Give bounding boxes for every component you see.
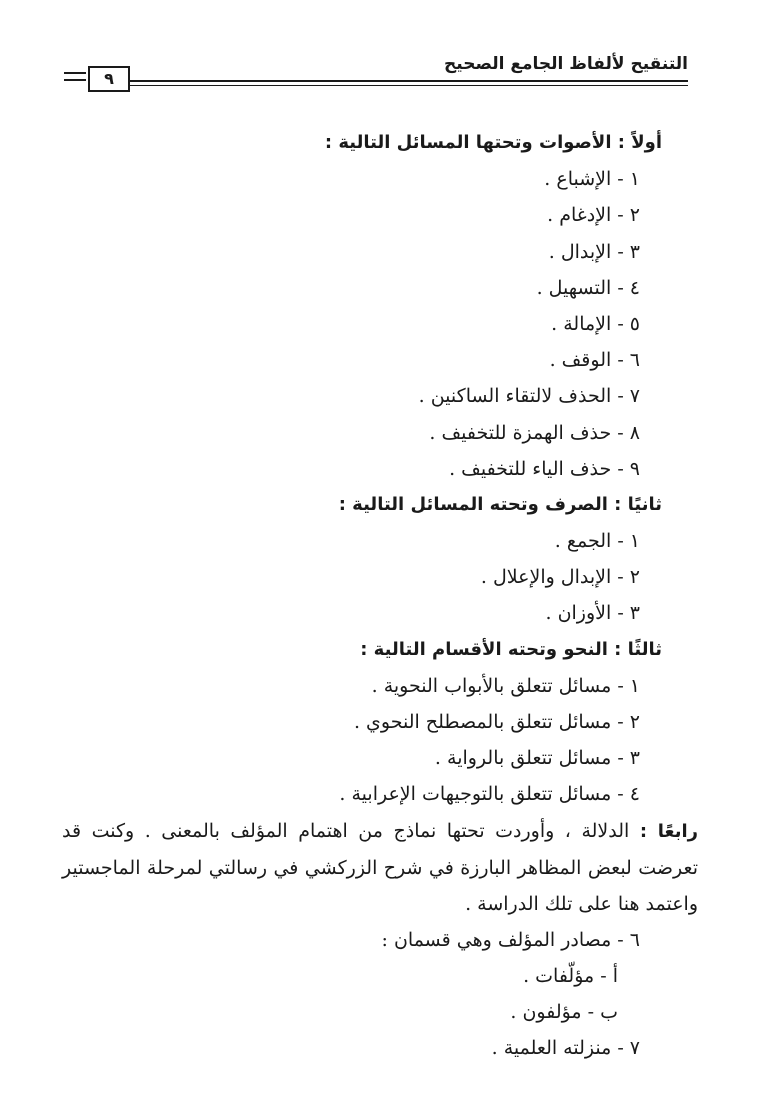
list-item: ٢ - مسائل تتعلق بالمصطلح النحوي . bbox=[353, 711, 640, 733]
section-heading-syntax: ثالثًا : النحو وتحته الأقسام التالية : bbox=[360, 638, 662, 660]
section-semantics-paragraph bbox=[62, 813, 698, 922]
running-header-title: التنقيح لألفاظ الجامع الصحيح bbox=[444, 54, 688, 74]
list-item: ٣ - الإبدال . bbox=[548, 240, 640, 263]
header-rule-thin bbox=[130, 85, 688, 86]
list-item: ٣ - مسائل تتعلق بالرواية . bbox=[434, 747, 640, 770]
header-double-line-ornament bbox=[64, 72, 86, 82]
section-semantics-lead: رابعًا : bbox=[639, 820, 698, 842]
list-item: ٨ - حذف الهمزة للتخفيف . bbox=[429, 421, 640, 444]
list-item: ٦ - الوقف . bbox=[549, 349, 640, 372]
list-item: ٤ - مسائل تتعلق بالتوجيهات الإعرابية . bbox=[339, 783, 640, 806]
section-heading-phonetics: أولاً : الأصوات وتحتها المسائل التالية : bbox=[324, 132, 662, 153]
section-heading-scholarly-status: ٧ - منزلته العلمية . bbox=[491, 1037, 640, 1060]
list-item: ٢ - الإبدال والإعلال . bbox=[480, 566, 640, 589]
list-item: ب - مؤلفون . bbox=[510, 1000, 618, 1023]
list-item: ٩ - حذف الياء للتخفيف . bbox=[449, 457, 640, 480]
list-item: ٢ - الإدغام . bbox=[547, 204, 640, 227]
page-body bbox=[62, 125, 698, 1066]
section-semantics-text: الدلالة ، وأوردت تحتها نماذج من اهتمام المؤلف بالمعنى . وكنت قد تعرضت لبعض المظاهر البارزة في شرح الزركشي في رسالتي لمرحلة الماجستير واعتمد هنا على تلك الدراسة . bbox=[62, 819, 698, 915]
page-number: ٩ bbox=[88, 66, 130, 92]
list-item: ٣ - الأوزان . bbox=[545, 602, 640, 625]
list-item: أ - مؤلّفات . bbox=[523, 964, 618, 987]
list-item: ٧ - الحذف لالتقاء الساكنين . bbox=[418, 385, 640, 408]
header-rule bbox=[130, 80, 688, 82]
list-item: ٤ - التسهيل . bbox=[536, 276, 640, 299]
section-heading-morphology: ثانيًا : الصرف وتحته المسائل التالية : bbox=[338, 493, 662, 515]
section-heading-sources: ٦ - مصادر المؤلف وهي قسمان : bbox=[381, 928, 640, 951]
list-item: ١ - الجمع . bbox=[554, 530, 640, 553]
list-item: ١ - مسائل تتعلق بالأبواب النحوية . bbox=[371, 674, 640, 697]
list-item: ٥ - الإمالة . bbox=[551, 312, 640, 335]
list-item: ١ - الإشباع . bbox=[544, 168, 640, 191]
